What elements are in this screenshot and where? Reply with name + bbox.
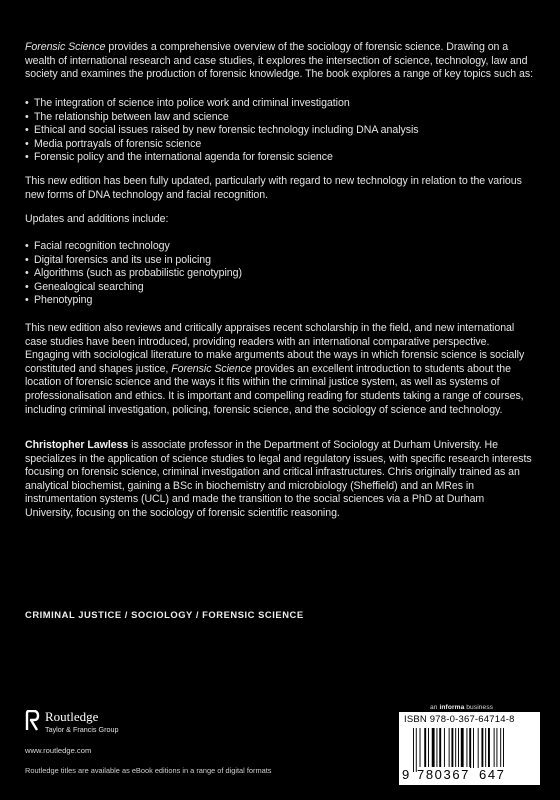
barcode-bar (494, 728, 495, 768)
barcode-bar (466, 728, 467, 768)
barcode-bar (461, 728, 464, 768)
barcode-bar (428, 728, 429, 768)
list-item: • Forensic policy and the international agenda for forensic science (25, 151, 535, 165)
barcode-bar (485, 728, 486, 768)
topics-bullets (25, 97, 535, 165)
barcode-bar (449, 728, 450, 768)
routledge-r-logo-icon (25, 710, 40, 732)
publisher-group: Taylor & Francis Group (45, 725, 119, 734)
book-title: Forensic Science (25, 41, 106, 53)
barcode-bar (424, 728, 426, 768)
topics-list (25, 97, 535, 165)
list-item: • The relationship between law and science (25, 111, 535, 125)
list-item: • Algorithms (such as probabilistic genotyping) (25, 267, 535, 281)
barcode-bar (451, 728, 453, 768)
barcode-bar (439, 728, 441, 768)
author-name: Christopher Lawless (25, 439, 129, 451)
isbn-barcode (399, 712, 540, 785)
updates-heading: Updates and additions include: (25, 213, 169, 225)
barcode-digit-first: 9 (402, 767, 410, 782)
list-item: • Media portrayals of forensic science (25, 138, 535, 152)
barcode-bar (458, 728, 459, 772)
list-item: • Genealogical searching (25, 281, 535, 295)
barcode-bars-icon (413, 728, 531, 772)
barcode-digits (399, 767, 540, 785)
barcode-digits-left: 780367 (417, 767, 470, 782)
barcode-bar (503, 728, 504, 772)
barcode-bar (436, 728, 437, 768)
review-paragraph: This new edition also reviews and critically appraises recent scholarship in the field, and new international case studies have been introduced, providing readers with an international comparative perspective. Engaging with sociological literature to make arguments about the ways in which forensic science is socially constituted and shapes justice, Forensic Science provides an excellent introduction to students about the location of forensic science and the ways it fits within the criminal justice system, as well as systems of professionalisation and ethics. It is important and compelling reading for students taking a range of courses, including criminal investigation, policing, forensic science, and the sociology of science and technology. (25, 322, 525, 416)
barcode-bar (478, 728, 479, 768)
barcode-bar (444, 728, 445, 768)
author-bio: Christopher Lawless is associate professor in the Department of Sociology at Durham University. He specializes in the application of science studies to legal and regulatory issues, with specific research interests focusing on forensic science, criminal investigation and critical infrastructures. Chris originally trained as an analytical biochemist, gaining a BSc in biochemistry and microbiology (Sheffield) and an MRes in instrumentation systems (UCL) and made the transition to the social sciences via a PhD at Durham University, focusing on the sociology of forensic scientific reasoning. (25, 439, 532, 519)
isbn-label: ISBN 978-0-367-64714-8 (404, 714, 515, 725)
barcode-bar (455, 728, 456, 768)
barcode-bar (413, 728, 414, 772)
list-item: • Phenotyping (25, 294, 535, 308)
barcode-bar (473, 728, 474, 768)
subject-categories: CRIMINAL JUSTICE / SOCIOLOGY / FORENSIC SCIENCE (25, 609, 304, 620)
intro-paragraph (25, 41, 535, 82)
list-item: • Digital forensics and its use in policing (25, 254, 535, 268)
barcode-bar (416, 728, 417, 772)
updates-bullets (25, 240, 535, 308)
barcode-digits-right: 647 (479, 767, 506, 782)
barcode-bar (420, 728, 421, 768)
publisher-name: Routledge (45, 709, 99, 724)
list-item: • Ethical and social issues raised by new forensic technology including DNA analysis (25, 124, 535, 138)
edition-paragraph: This new edition has been fully updated, particularly with regard to new technology in relation to the various new forms of DNA technology and facial recognition. (25, 175, 522, 201)
barcode-bar (496, 728, 497, 768)
barcode-bar (432, 728, 435, 768)
book-title: Forensic Science (171, 362, 252, 375)
intro-text: provides a comprehensive overview of the sociology of forensic science. Drawing on a wealth of international research and case studies, it explores the intersection of science, technology, law and society and examines the production of forensic knowledge. The book explores a range of key topics such as: (25, 41, 533, 81)
informa-tagline: an informa business (430, 704, 494, 711)
ebook-note: Routledge titles are available as eBook editions in a range of digital formats (25, 766, 272, 775)
barcode-bar (500, 728, 501, 772)
updates-list (25, 240, 535, 308)
barcode-bar (481, 728, 483, 768)
barcode-bar (488, 728, 490, 768)
list-item: • Facial recognition technology (25, 240, 535, 254)
publisher-url[interactable]: www.routledge.com (25, 746, 92, 755)
barcode-bar (469, 728, 471, 768)
list-item: • The integration of science into police work and criminal investigation (25, 97, 535, 111)
